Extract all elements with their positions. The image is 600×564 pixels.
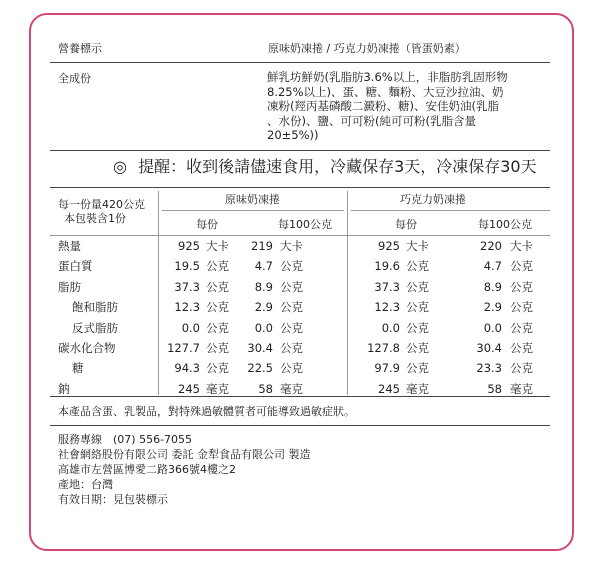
nutrient-unit: 公克 <box>280 259 303 273</box>
column-per-serving: 每份 <box>196 218 218 231</box>
nutrient-unit: 公克 <box>206 341 229 355</box>
expiry-date: 有效日期：見包裝標示 <box>58 493 168 506</box>
nutrient-unit: 公克 <box>406 321 429 335</box>
nutrient-value: 37.3 <box>174 280 200 294</box>
divider <box>50 187 550 188</box>
nutrient-value: 2.9 <box>483 300 502 314</box>
nutrient-value: 127.8 <box>367 341 400 355</box>
nutrient-unit: 公克 <box>510 259 533 273</box>
nutrient-value: 58 <box>258 382 273 396</box>
nutrient-unit: 公克 <box>510 361 533 375</box>
nutrient-value: 8.9 <box>254 280 273 294</box>
nutrient-unit: 公克 <box>206 321 229 335</box>
nutrient-value: 0.0 <box>483 321 502 335</box>
ingredients-text <box>267 70 557 143</box>
nutrient-value: 0.0 <box>381 321 400 335</box>
servings-per-package: 本包裝含1份 <box>64 212 126 225</box>
nutrient-value: 4.7 <box>483 259 502 273</box>
service-hotline: 服務專線 (07) 556-7055 <box>58 433 193 446</box>
nutrient-unit: 公克 <box>406 259 429 273</box>
table-divider <box>158 191 159 395</box>
nutrient-value: 245 <box>378 382 400 396</box>
nutrient-value: 58 <box>487 382 502 396</box>
bullseye-icon: ◎ <box>113 157 127 176</box>
nutrient-name: 熱量 <box>58 239 81 253</box>
ingredients-line: 凍粉(羥丙基磷酸二澱粉、糖)、安佳奶油(乳脂 <box>267 99 499 113</box>
ingredients-line: 8.25%以上)、蛋、糖、麵粉、大豆沙拉油、奶 <box>267 84 504 99</box>
nutrient-unit: 毫克 <box>510 382 533 396</box>
ingredients-line: 20±5%)) <box>267 128 319 142</box>
nutrient-unit: 公克 <box>280 321 303 335</box>
header-title: 營養標示 <box>58 42 102 55</box>
nutrient-unit: 公克 <box>406 341 429 355</box>
nutrient-value: 127.7 <box>167 341 200 355</box>
storage-note-text: 提醒：收到後請儘速食用，冷藏保存3天，冷凍保存30天 <box>138 157 537 176</box>
nutrient-unit: 公克 <box>510 321 533 335</box>
nutrient-unit: 毫克 <box>406 382 429 396</box>
column-per-serving: 每份 <box>395 218 417 231</box>
nutrient-unit: 公克 <box>280 300 303 314</box>
nutrient-unit: 公克 <box>406 300 429 314</box>
nutrient-unit: 公克 <box>280 280 303 294</box>
address: 高雄市左營區博愛二路366號4樓之2 <box>58 463 236 476</box>
nutrient-value: 0.0 <box>181 321 200 335</box>
serving-size: 每一份量420公克 <box>58 198 145 211</box>
nutrient-value: 30.4 <box>247 341 273 355</box>
nutrient-value: 23.3 <box>476 361 502 375</box>
nutrient-unit: 毫克 <box>206 382 229 396</box>
nutrient-value: 220 <box>480 239 502 253</box>
nutrient-unit: 公克 <box>206 361 229 375</box>
nutrient-value: 37.3 <box>374 280 400 294</box>
nutrient-name: 碳水化合物 <box>58 341 116 355</box>
nutrient-value: 12.3 <box>374 300 400 314</box>
storage-note <box>113 157 537 177</box>
nutrient-value: 925 <box>378 239 400 253</box>
nutrient-value: 4.7 <box>254 259 273 273</box>
nutrient-value: 2.9 <box>254 300 273 314</box>
divider <box>50 150 550 151</box>
nutrient-value: 8.9 <box>483 280 502 294</box>
column-per-100g: 每100公克 <box>278 218 332 231</box>
divider <box>50 235 550 236</box>
divider <box>351 210 550 211</box>
nutrient-unit: 毫克 <box>280 382 303 396</box>
nutrient-unit: 公克 <box>280 361 303 375</box>
nutrient-unit: 公克 <box>406 280 429 294</box>
origin: 產地：台灣 <box>58 478 113 491</box>
nutrient-name: 反式脂肪 <box>72 321 118 335</box>
column-per-100g: 每100公克 <box>478 218 532 231</box>
product-chocolate-header: 巧克力奶凍捲 <box>400 193 466 206</box>
manufacturer: 社會網絡股份有限公司 委託 金犁食品有限公司 製造 <box>58 448 311 461</box>
divider <box>50 62 550 63</box>
nutrient-value: 219 <box>251 239 273 253</box>
nutrient-unit: 大卡 <box>280 239 303 253</box>
ingredients-line: 鮮乳坊鮮奶(乳脂肪3.6%以上，非脂肪乳固形物 <box>267 70 508 84</box>
nutrient-name: 飽和脂肪 <box>72 300 118 314</box>
nutrient-unit: 公克 <box>510 280 533 294</box>
nutrient-value: 0.0 <box>254 321 273 335</box>
nutrient-value: 94.3 <box>174 361 200 375</box>
nutrient-value: 19.5 <box>174 259 200 273</box>
nutrient-value: 19.6 <box>374 259 400 273</box>
nutrient-value: 30.4 <box>476 341 502 355</box>
ingredients-label: 全成份 <box>58 72 91 85</box>
divider <box>50 425 550 426</box>
divider <box>162 210 344 211</box>
nutrient-unit: 大卡 <box>510 239 533 253</box>
nutrient-name: 鈉 <box>58 382 70 396</box>
nutrient-unit: 公克 <box>280 341 303 355</box>
nutrient-value: 245 <box>178 382 200 396</box>
nutrient-unit: 公克 <box>206 259 229 273</box>
nutrient-unit: 公克 <box>206 280 229 294</box>
product-original-header: 原味奶凍捲 <box>225 193 280 206</box>
allergen-warning: 本產品含蛋、乳製品，對特殊過敏體質者可能導致過敏症狀。 <box>58 405 355 418</box>
nutrient-value: 12.3 <box>174 300 200 314</box>
nutrient-unit: 大卡 <box>406 239 429 253</box>
ingredients-line: 、水份)、鹽、可可粉(純可可粉(乳脂含量 <box>267 113 476 128</box>
nutrient-name: 糖 <box>72 361 84 375</box>
divider <box>50 396 550 397</box>
table-divider <box>347 191 348 395</box>
nutrient-value: 97.9 <box>374 361 400 375</box>
header-products: 原味奶凍捲 / 巧克力奶凍捲（皆蛋奶素） <box>268 42 466 55</box>
nutrient-name: 蛋白質 <box>58 259 93 273</box>
nutrient-unit: 大卡 <box>206 239 229 253</box>
nutrient-unit: 公克 <box>406 361 429 375</box>
nutrient-unit: 公克 <box>510 341 533 355</box>
nutrient-value: 925 <box>178 239 200 253</box>
nutrient-unit: 公克 <box>510 300 533 314</box>
nutrient-unit: 公克 <box>206 300 229 314</box>
nutrient-name: 脂肪 <box>58 280 81 294</box>
nutrient-value: 22.5 <box>247 361 273 375</box>
